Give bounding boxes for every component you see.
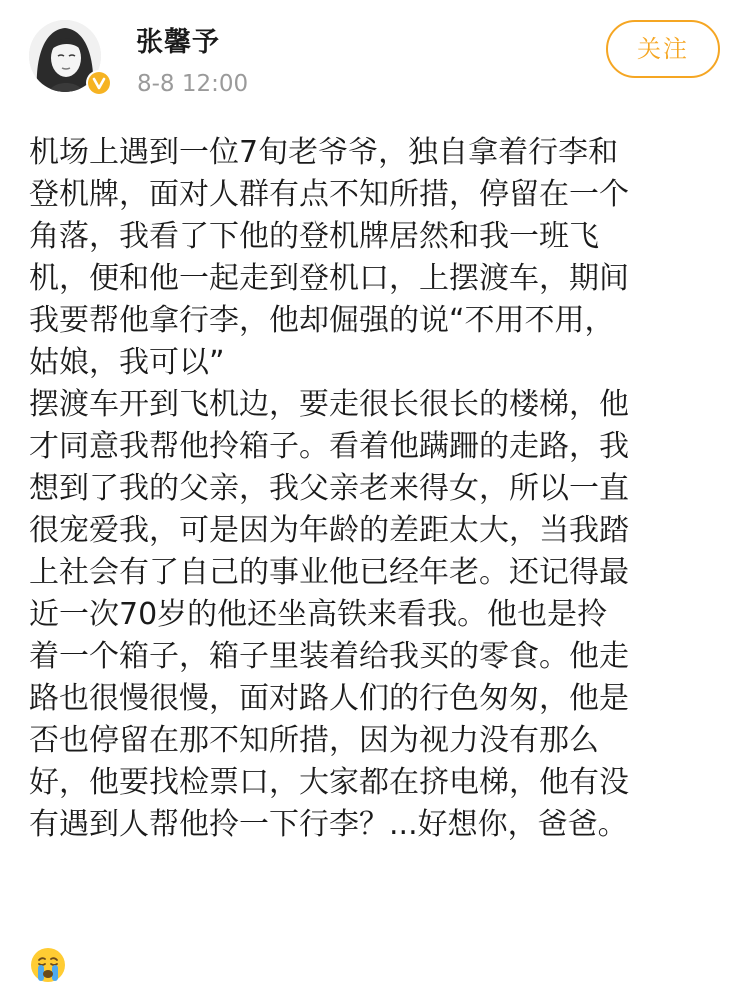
follow-button[interactable]: 关注: [606, 20, 720, 78]
post-text-line: 近一次70岁的他还坐高铁来看我。他也是拎: [29, 597, 608, 632]
post-text-line: 着一个箱子，箱子里装着给我买的零食。他走: [29, 639, 629, 674]
verified-badge-icon: [86, 70, 112, 96]
post-text-line: 想到了我的父亲，我父亲老来得女，所以一直: [29, 471, 629, 506]
post-header: [0, 0, 750, 115]
post-text-line: 上社会有了自己的事业他已经年老。还记得最: [29, 555, 629, 590]
post-text-line: 有遇到人帮他拎一下行李？...好想你，爸爸。: [29, 807, 628, 842]
post-text-line: 机，便和他一起走到登机口，上摆渡车，期间: [29, 261, 629, 296]
post-text-line: 好，他要找检票口，大家都在挤电梯，他有没: [29, 765, 629, 800]
post-text-line: 角落，我看了下他的登机牌居然和我一班飞: [29, 219, 599, 254]
post-text-line: 姑娘，我可以”: [29, 345, 225, 380]
post-text-line: 否也停留在那不知所措，因为视力没有那么: [29, 723, 599, 758]
post-text-line: 才同意我帮他拎箱子。看着他蹒跚的走路，我: [29, 429, 629, 464]
post-text-line: 很宠爱我，可是因为年龄的差距太大，当我踏: [29, 513, 629, 548]
post-text: [29, 132, 729, 846]
crying-face-emoji-icon: [29, 946, 69, 986]
author-name[interactable]: 张馨予: [136, 27, 220, 58]
post-text-line: 机场上遇到一位7旬老爷爷，独自拿着行李和: [29, 135, 619, 170]
post-text-line: 路也很慢很慢，面对路人们的行色匆匆，他是: [29, 681, 629, 716]
post-text-line: 摆渡车开到飞机边，要走很长很长的楼梯，他: [29, 387, 629, 422]
post-text-line: 我要帮他拿行李，他却倔强的说“不用不用，: [29, 303, 615, 338]
post-text-line: 登机牌，面对人群有点不知所措，停留在一个: [29, 177, 629, 212]
post-timestamp: 8-8 12:00: [137, 71, 249, 97]
